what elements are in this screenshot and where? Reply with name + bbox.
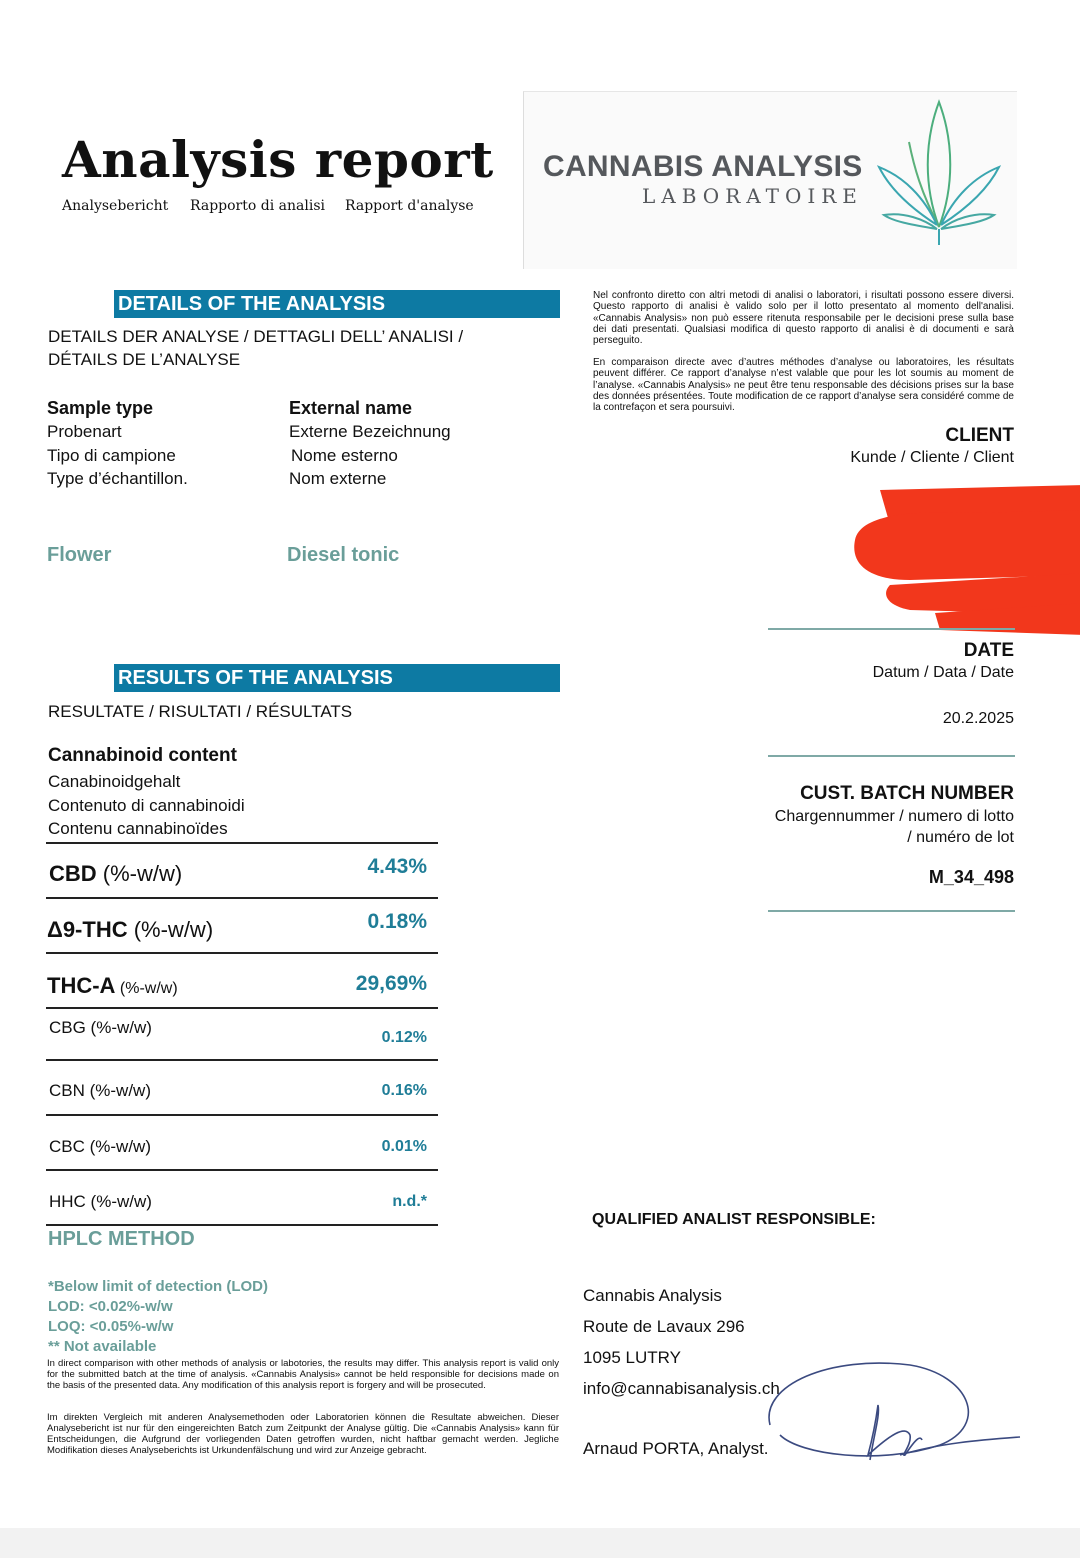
analyst-name: Arnaud PORTA, Analyst. xyxy=(583,1439,769,1458)
analyst-company: Cannabis Analysis xyxy=(583,1286,722,1305)
cannabinoid-title: Cannabinoid content xyxy=(48,745,237,766)
subtitle-it: Rapporto di analisi xyxy=(190,198,325,214)
cannabinoid-fr: Contenu cannabinoïdes xyxy=(48,819,228,838)
batch-sub-2: / numéro de lot xyxy=(907,829,1014,846)
note-loq: LOQ: <0.05%-w/w xyxy=(48,1318,174,1335)
method-label: HPLC METHOD xyxy=(48,1228,195,1250)
row-value: n.d.* xyxy=(392,1193,427,1210)
external-name-value: Diesel tonic xyxy=(287,544,400,566)
date-sub: Datum / Data / Date xyxy=(872,664,1014,681)
details-subheading-2: DÉTAILS DE L’ANALYSE xyxy=(48,350,241,369)
row-name: CBD xyxy=(49,861,97,886)
table-divider xyxy=(46,1169,438,1171)
row-name: Δ9-THC xyxy=(47,917,128,942)
batch-divider xyxy=(768,910,1015,912)
row-value: 0.18% xyxy=(367,910,427,933)
page-bottom-strip xyxy=(0,1528,1080,1558)
table-divider xyxy=(46,897,438,899)
sample-type-it: Tipo di campione xyxy=(47,446,176,465)
row-name: THC-A xyxy=(47,973,116,998)
analyst-city: 1095 LUTRY xyxy=(583,1348,681,1367)
external-name-fr: Nom externe xyxy=(289,469,387,488)
batch-value: M_34_498 xyxy=(928,867,1014,887)
row-value: 29,69% xyxy=(355,972,427,995)
table-row: CBC (%-w/w) xyxy=(49,1137,151,1156)
logo-sub: LABORATOIRE xyxy=(642,184,863,208)
page-title: Analysis report xyxy=(62,130,494,189)
results-subheading: RESULTATE / RISULTATI / RÉSULTATS xyxy=(48,702,353,721)
cannabis-leaf-icon xyxy=(869,97,1009,247)
note-lod-title: *Below limit of detection (LOD) xyxy=(48,1278,268,1295)
sample-type-fr: Type d’échantillon. xyxy=(47,469,188,488)
subtitle-fr: Rapport d'analyse xyxy=(345,198,474,214)
disclaimer-de: Im direkten Vergleich mit anderen Analysemethoden oder Laboratorien können die Resultate abweichen. Dieser Analysebericht ist nur für den eingereichten Batch zum Zeitpunkt der Analyse gültig. Die «Cannabis Analysis» kann für Entscheidungen, die Aufgrund der vorliegenden Daten getroffen wurden, nicht haftbar gemacht werden. Jegliche Modifikation dieses Analyseberichts ist Urkundenfälschung und wird zur Anzeige gebracht. xyxy=(47,1412,559,1456)
analyst-title: QUALIFIED ANALIST RESPONSIBLE: xyxy=(592,1211,876,1228)
details-heading: DETAILS OF THE ANALYSIS xyxy=(114,290,560,318)
disclaimer-en: In direct comparison with other methods of analysis or labotories, the results may differ. This analysis report is valid only for the submitted batch at the time of analysis. «Cannabis Analysis» cannot be held responsible for decisions made on the basis of the presented data. Any modification of this analysis report is forgery and will be prosecuted. xyxy=(47,1358,559,1391)
details-subheading-1: DETAILS DER ANALYSE / DETTAGLI DELL’ ANALISI / xyxy=(48,327,464,346)
disclaimer-it: Nel confronto diretto con altri metodi di analisi o laboratori, i risultati possono essere diversi. Questo rapporto di analisi è valido solo per il lotto presentato al momento dell'analisi. «Cannabis Analysis» non può essere ritenuta responsabile per le decisioni prese sulla base dei dati presentati. Qualsiasi modifica di questo rapporto di analisi è di documenti e sarà perseguito. xyxy=(593,290,1014,347)
table-divider xyxy=(46,1007,438,1009)
date-title: DATE xyxy=(963,640,1014,661)
results-heading: RESULTS OF THE ANALYSIS xyxy=(114,664,560,692)
analyst-street: Route de Lavaux 296 xyxy=(583,1317,745,1336)
row-unit: (%-w/w) xyxy=(119,980,178,997)
table-divider xyxy=(46,1114,438,1116)
date-divider xyxy=(768,755,1015,757)
table-row: CBG (%-w/w) xyxy=(49,1018,152,1037)
subtitle-de: Analysebericht xyxy=(62,198,169,214)
sample-type-value: Flower xyxy=(47,544,112,566)
table-row: HHC (%-w/w) xyxy=(49,1192,152,1211)
table-divider xyxy=(46,952,438,954)
table-row: CBN (%-w/w) xyxy=(49,1081,151,1100)
sample-type-title: Sample type xyxy=(47,398,154,418)
analyst-email: info@cannabisanalysis.ch xyxy=(583,1379,780,1398)
external-name-de: Externe Bezeichnung xyxy=(289,422,451,441)
client-redaction xyxy=(850,485,1080,635)
signature-image xyxy=(740,1345,1030,1485)
disclaimer-fr: En comparaison directe avec d’autres méthodes d’analyse ou laboratoires, les résultats peuvent différer. Ce rapport d’analyse n’est valable que pour les lot soumis au moment de l’analyse. «Cannabis Analysis» ne peut être tenu responsable des décisions prises sur la base des données présentées. Toute modification de ce rapport d’analyse sera considéré comme de la contrefaçon et sera poursuivi. xyxy=(593,357,1014,414)
note-lod: LOD: <0.02%-w/w xyxy=(48,1298,173,1315)
logo-name: CANNABIS ANALYSIS xyxy=(543,150,863,183)
sample-type-de: Probenart xyxy=(47,422,122,441)
row-value: 0.01% xyxy=(381,1138,427,1155)
cannabinoid-de: Canabinoidgehalt xyxy=(48,772,181,791)
logo-box xyxy=(523,91,1017,269)
external-name-title: External name xyxy=(289,398,413,418)
row-unit: (%-w/w) xyxy=(102,861,183,886)
batch-title: CUST. BATCH NUMBER xyxy=(800,783,1014,804)
note-na: ** Not available xyxy=(48,1338,157,1355)
external-name-it: Nome esterno xyxy=(291,446,398,465)
table-row xyxy=(47,973,178,999)
row-value: 4.43% xyxy=(367,855,427,878)
row-unit: (%-w/w) xyxy=(133,917,214,942)
client-title: CLIENT xyxy=(945,425,1014,446)
table-row xyxy=(47,917,213,943)
batch-sub-1: Chargennummer / numero di lotto xyxy=(774,808,1014,825)
table-divider xyxy=(46,842,438,844)
row-value: 0.12% xyxy=(381,1029,427,1046)
table-divider xyxy=(46,1059,438,1061)
row-value: 0.16% xyxy=(381,1082,427,1099)
client-divider xyxy=(768,628,1015,630)
client-sub: Kunde / Cliente / Client xyxy=(850,449,1014,466)
cannabinoid-it: Contenuto di cannabinoidi xyxy=(48,796,245,815)
table-row xyxy=(49,861,182,887)
date-value: 20.2.2025 xyxy=(942,710,1014,727)
table-divider xyxy=(46,1224,438,1226)
